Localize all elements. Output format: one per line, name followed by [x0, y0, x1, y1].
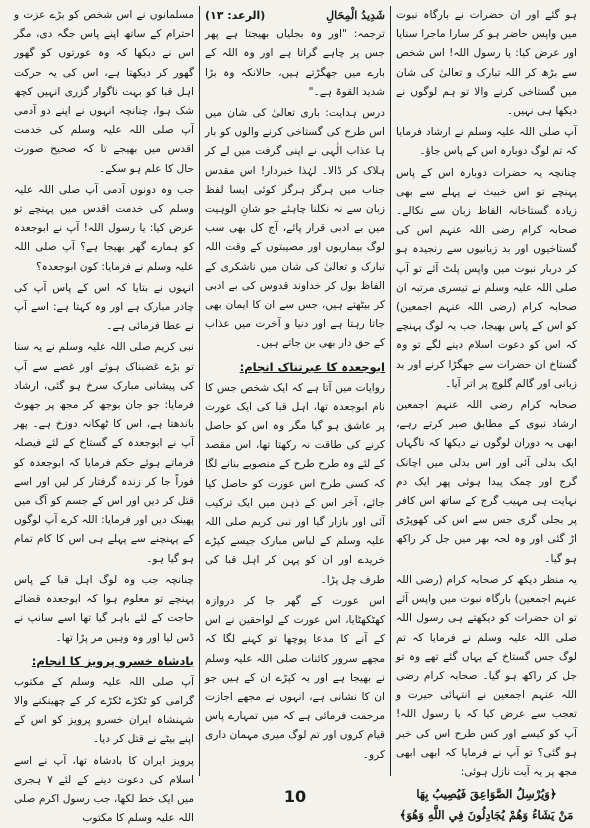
paragraph: یہ منظر دیکھ کر صحابہ کرام (رضی اللہ عنہم اجمعین) بارگاہ نبوت میں واپس آئے تو ان حضرات کو دیکھتے ہی رسول اللہ صلی اللہ علیہ وسلم نے فرمایا کہ تم لوگ جس گستاخ کے یہاں گئے تھے وہ تو جل کر راکھ ہو گیا۔ صحابہ کرام رضی اللہ عنہم اجمعین نے انتہائی حیرت و تعجب سے عرض کیا کہ یا رسول اللہ! آپ کو کیسے اور کس طرح اس کی خبر ہو گئی؟ تو آپ نے فرمایا کہ ابھی ابھی مجھ پر یہ آیت نازل ہوئی: [396, 573, 577, 778]
column-left [9, 6, 200, 825]
verse-header [205, 6, 385, 25]
paragraph: آپ صلی اللہ علیہ وسلم کے مکتوب گرامی کو ٹکڑے ٹکڑے کر کے چھینکنے والا شہنشاہ ایران خسرو پرویز کو اس کے اپنے بیٹے نے قتل کر دیا۔ [14, 675, 194, 746]
paragraph: چنانچہ یہ حضرات دوبارہ اس کے پاس پہنچے تو اس خبیث نے پہلے سے بھی زیادہ گستاخانہ الفاظ زبان سے نکالے۔ صحابہ کرام رضی اللہ عنہم اس کی گستاخیوں اور بد زبانیوں سے رنجیدہ ہو کر دربار نبوت میں واپس پلٹ آئے تو آپ صلی اللہ علیہ وسلم نے تیسری مرتبہ ان صحابہ کرام (رضی اللہ عنہم اجمعین) کو اس کے پاس بھیجا، جب یہ لوگ پہنچے کہ اس کو دعوت اسلام دینے لگے تو وہ گستاخ ان حضرات سے جھگڑا کرنے اور بد زبانی اور گالم گلوچ پر اتر آیا۔ [396, 166, 577, 390]
paragraph: نبی کریم صلی اللہ علیہ وسلم نے یہ سنا تو بڑے غضبناک ہوئے اور غصے سے آپ کی پیشانی مبارک سرخ ہو گئی، ارشاد فرمایا: جو جان بوجھ کر مجھ پر جھوٹ باندھتا ہے، اس کا ٹھکانہ دوزخ ہے۔ پھر آپ نے ابوجعدہ کے گستاخ کے لئے فیصلہ فرماتے ہوئے حکم فرمایا کہ ابوجعدہ کو فوراً جا کر زندہ گرفتار کر لیں اور اسے قتل کر دیں اور اس کے جسم کو آگ میں پھینک دیں اور فرمایا: اللہ کرے آپ لوگوں کے پہنچنے سے پہلے ہی اس کا کام تمام ہو گیا ہو۔ [14, 341, 194, 565]
page-number: 10 [283, 787, 307, 806]
paragraph: مسلمانوں نے اس شخص کو بڑے عزت و احترام کے ساتھ اپنے پاس جگہ دی، مگر اس نے دیکھا کہ وہ عورتوں کو گھور گھور کر دیکھتا ہے، اس کی یہ حرکت اہل قبا کو بہت ناگوار گزری انہیں کچھ شک ہوا، چنانچہ انہوں نے اپنے دو آدمی آپ صلی اللہ علیہ وسلم کی خدمت اقدس میں بھیجے تا کہ صحیح صورت حال کا علم ہو سکے۔ [14, 9, 194, 175]
paragraph: انہوں نے بتایا کہ اس کے پاس آپ کی چادر مبارک ہے اور وہ کہتا ہے: اسے آپ نے عطا فرمائی ہے۔ [14, 281, 194, 333]
verse-line: ﴿وَيُرْسِلُ الصَّوَاعِقَ فَيُصِيبُ بِهَا [416, 787, 557, 802]
paragraph: پرویز ایران کا بادشاہ تھا، آپ نے اسے اسلام کی دعوت دینے کے لئے ۷ ہجری میں ایک خط لکھا، جب رسول اکرم صلی اللہ علیہ وسلم کا مکتوب [14, 754, 194, 825]
paragraph: روایات میں آتا ہے کہ ایک شخص جس کا نام ابوجعدہ تھا، اہل قبا کی ایک عورت پر عاشق ہو گیا مگر وہ اس کو حاصل کرنے کی طاقت نہ رکھتا تھا، اس مقصد کے لئے وہ طرح طرح کے منصوبے بنانے لگا کہ کسی طرح اس عورت کو حاصل کیا جائے، آخر اس کے ذہن میں ایک ترکیب آئی اور بازار گیا اور نبی کریم صلی اللہ علیہ وسلم کے لباس مبارک جیسے کپڑے خریدے اور ان کو پہن کر اہل قبا کی طرف چل پڑا۔ [205, 381, 385, 586]
verse-line: مَنْ يَشَاءُ وَهُمْ يُجَادِلُونَ فِي اللَّهِ وَهُوَ﴾ [399, 808, 574, 823]
column-right [391, 6, 582, 823]
verse-arabic: شَدِيدُ الْمِحَالِ [326, 9, 385, 22]
section-heading: ابوجعدہ کا عبرتناک انجام: [239, 359, 385, 374]
column-middle [200, 6, 391, 776]
section-heading: بادشاہ خسرو پرویز کا انجام: [31, 653, 194, 668]
verse-reference: (الرعد: ۱۳) [205, 9, 266, 22]
paragraph: اس عورت کے گھر جا کر دروازہ کھٹکھٹایا، اس عورت کے لواحقین نے اس کے آنے کا مدعا پوچھا تو کہنے لگا کہ مجھے سرور کائنات صلی اللہ علیہ وسلم نے بھیجا ہے اور یہ کپڑے ان کے ہیں جو ان کا نشانی ہے، انہوں نے مجھے اجازت مرحمت فرمائی ہے کہ میں تمہارے پاس قیام کروں اور تم لوگ میری مہمان داری کرو۔ [205, 594, 385, 761]
paragraph: ہو گئے اور ان حضرات نے بارگاہ نبوت میں واپس حاضر ہو کر سارا ماجرا سنایا اور عرض کیا: یا رسول اللہ! اس شخص سے بڑھ کر اللہ تبارک و تعالیٰ کی شان میں گستاخی کرنے والا تو ہم لوگوں نے دیکھا ہی نہیں۔ [396, 9, 577, 118]
paragraph: آپ صلی اللہ علیہ وسلم نے ارشاد فرمایا کہ تم لوگ دوبارہ اس کے پاس جاؤ۔ [396, 126, 577, 158]
paragraph: درس ہدایت: باری تعالیٰ کی شان میں اس طرح کی گستاخی کرنے والوں کو بار ہا عذاب الٰہی نے اپنی گرفت میں لے کر ہلاک کر ڈالا۔ لہٰذا خبردار! اس مقدس جناب میں ہرگز ہرگز کوئی ایسا لفظ زبان سے نہ نکلنا چاہئے جو شانِ الوہیت میں بے ادبی قرار پائے، آج کل بھی سب لوگ بیماریوں اور مصیبتوں کے وقت اللہ تبارک و تعالیٰ کی شان میں ناشکری کے الفاظ بول کر خداوند قدوس کی بے ادبی کر بیٹھتے ہیں، جس سے ان کا ایمان بھی جاتا رہتا ہے اور دنیا و آخرت میں عذاب کے حق دار بھی بن جاتے ہیں۔ [205, 107, 385, 350]
paragraph: جب وہ دونوں آدمی آپ صلی اللہ علیہ وسلم کی خدمت اقدس میں پہنچے تو عرض کیا: یا رسول اللہ! آپ نے ابوجعدہ کو ہمارے گھر بھیجا ہے؟ آپ صلی اللہ علیہ وسلم نے فرمایا: کون ابوجعدہ؟ [14, 183, 194, 273]
paragraph: چنانچہ جب وہ لوگ اہل قبا کے پاس پہنچے تو معلوم ہوا کہ ابوجعدہ قضائے حاجت کے لئے باہر گیا تھا اسے سانپ نے ڈس لیا اور وہ وہیں مر پڑا تھا۔ [14, 573, 194, 644]
paragraph: صحابہ کرام رضی اللہ عنہم اجمعین ارشاد نبوی کے مطابق صبر کرتے رہے، ابھی یہ دوران لوگوں نے دیکھا کہ ناگہاں ایک بدلی آئی اور اس بدلی میں اچانک گرج اور چمک پیدا ہوئی پھر ایک دم نہایت ہی مہیب گرج کے ساتھ اس کافر پر بجلی گری جس سے اس کی کھوپڑی اڑ گئی اور وہ لحہ بھر میں جل کر راکھ ہو گیا۔ [396, 399, 577, 565]
paragraph: ترجمہ: "اور وہ بجلیاں بھیجتا ہے پھر جس پر چاہے گراتا ہے اور وہ اللہ کے بارے میں جھگڑتے ہیں، حالانکہ وہ بڑا شدید القوۃ ہے۔" [205, 28, 385, 98]
